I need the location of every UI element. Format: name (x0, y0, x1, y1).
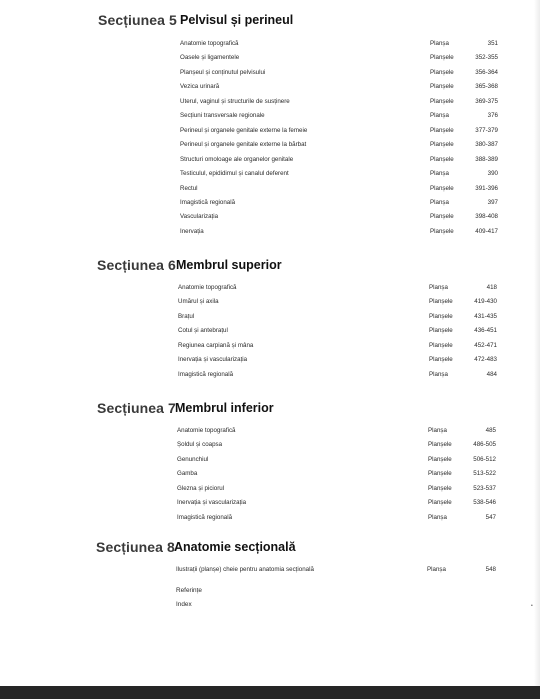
entry-label: Structuri omoloage ale organelor genitale (180, 155, 294, 163)
entry-page-numbers: 409-417 (475, 227, 498, 235)
toc-entry (0, 484, 540, 496)
entry-page-numbers: 365-368 (475, 83, 498, 91)
entry-page-numbers: 351 (487, 40, 498, 47)
entry-plate-type: Planșele (430, 184, 454, 192)
toc-entry (0, 312, 540, 324)
entry-page-numbers: 431-435 (474, 312, 497, 320)
entry-page-numbers: 547 (485, 513, 496, 521)
entry-plate-type: Planșele (429, 327, 453, 335)
entry-plate-type: Planșele (428, 499, 452, 507)
entry-plate-type: Planșele (429, 341, 453, 349)
entry-label: Testiculul, epididimul și canalul deferent (180, 170, 289, 178)
entry-label: Imagistică regională (177, 513, 233, 521)
entry-label: Vascularizația (180, 213, 219, 221)
toc-entry (0, 426, 540, 438)
entry-label: Inervația și vascularizația (177, 499, 247, 507)
entry-plate-type: Planșele (430, 155, 454, 163)
entry-plate-type: Planșele (430, 83, 454, 91)
section-title: Membrul inferior (175, 401, 274, 415)
toc-entry (0, 97, 540, 109)
toc-entry (0, 370, 540, 382)
entry-plate-type: Planșele (428, 470, 452, 478)
toc-entry (0, 469, 540, 481)
entry-plate-type: Planșele (430, 54, 454, 62)
entry-plate-type: Planșele (430, 68, 454, 76)
index-entry: Index (176, 601, 192, 608)
entry-page-numbers: 548 (485, 566, 496, 573)
entry-label: Perineul și organele genitale externe la bărbat (180, 141, 307, 149)
entry-page-numbers: 506-512 (473, 455, 496, 463)
entry-page-numbers: 419-430 (474, 298, 497, 306)
stray-mark: • (531, 603, 533, 609)
entry-label: Regiunea carpiană și mâna (178, 341, 254, 349)
entry-plate-type: Planșa (430, 198, 449, 206)
toc-entry (0, 68, 540, 80)
toc-entry (0, 297, 540, 309)
entry-page-numbers: 436-451 (474, 327, 497, 335)
toc-entry (0, 283, 540, 295)
entry-page-numbers: 485 (485, 427, 496, 434)
entry-label: Genunchiul (177, 455, 209, 463)
toc-entry (0, 355, 540, 367)
entry-label: Glezna și piciorul (177, 484, 225, 492)
entry-plate-type: Planșele (430, 97, 454, 105)
entry-page-numbers: 418 (486, 284, 497, 291)
entry-plate-type: Planșa (429, 370, 448, 378)
entry-plate-type: Planșa (430, 112, 449, 120)
entry-label: Șoldul și coapsa (177, 441, 223, 449)
entry-label: Gamba (177, 470, 198, 478)
entry-label: Inervația (180, 227, 204, 235)
entry-page-numbers: 486-505 (473, 441, 496, 449)
section-number: Secțiunea 5 (98, 12, 177, 28)
entry-label: Imagistică regională (180, 198, 236, 206)
entry-page-numbers: 484 (486, 370, 497, 378)
entry-page-numbers: 380-387 (475, 141, 498, 149)
toc-entry (0, 212, 540, 224)
toc-entry (0, 513, 540, 525)
toc-entry (0, 440, 540, 452)
entry-label: Vezica urinară (180, 83, 220, 91)
toc-entry (0, 140, 540, 152)
entry-label: Planșeul și conținutul pelvisului (180, 68, 266, 76)
entry-plate-type: Planșa (428, 513, 447, 521)
entry-label: Brațul (178, 312, 195, 320)
toc-entry (0, 326, 540, 338)
section-header (0, 400, 540, 420)
entry-plate-type: Planșele (430, 227, 454, 235)
toc-entry (0, 126, 540, 138)
entry-label: Ilustrații (planșe) cheie pentru anatomia secțională (176, 566, 314, 573)
entry-page-numbers: 390 (487, 170, 498, 178)
toc-entry (0, 169, 540, 181)
entry-page-numbers: 377-379 (475, 126, 498, 134)
entry-plate-type: Planșele (429, 298, 453, 306)
toc-entry (0, 341, 540, 353)
entry-plate-type: Planșele (428, 455, 452, 463)
section-header (0, 12, 540, 32)
entry-label: Inervația și vascularizația (178, 356, 248, 364)
toc-entry (0, 455, 540, 467)
entry-plate-type: Planșa (428, 427, 447, 434)
entry-page-numbers: 391-396 (475, 184, 498, 192)
section-number: Secțiunea 6 (97, 257, 176, 273)
entry-plate-type: Planșele (430, 141, 454, 149)
entry-page-numbers: 452-471 (474, 341, 497, 349)
section-header (0, 257, 540, 277)
section-header (0, 539, 540, 559)
entry-page-numbers: 538-546 (473, 499, 496, 507)
toc-entry (0, 498, 540, 510)
section-number: Secțiunea 7 (97, 400, 176, 416)
entry-label: Anatomie topografică (178, 284, 237, 291)
entry-page-numbers: 376 (487, 112, 498, 120)
entry-plate-type: Planșa (430, 40, 449, 47)
entry-page-numbers: 513-522 (473, 470, 496, 478)
section-number: Secțiunea 8 (96, 539, 175, 555)
entry-plate-type: Planșa (429, 284, 448, 291)
entry-label: Imagistică regională (178, 370, 234, 378)
entry-label: Uterul, vaginul și structurile de susținere (180, 97, 290, 105)
entry-label: Secțiuni transversale regionale (180, 112, 265, 120)
entry-page-numbers: 352-355 (475, 54, 498, 62)
toc-entry (0, 155, 540, 167)
toc-entry (0, 39, 540, 51)
entry-plate-type: Planșele (428, 484, 452, 492)
section-title: Membrul superior (176, 258, 282, 272)
toc-entry (0, 198, 540, 210)
references-entry: Referințe (176, 587, 202, 594)
entry-page-numbers: 523-537 (473, 484, 496, 492)
toc-entry (0, 565, 540, 577)
toc-entry (0, 227, 540, 239)
toc-entry (0, 53, 540, 65)
entry-plate-type: Planșele (429, 356, 453, 364)
entry-plate-type: Planșele (430, 213, 454, 221)
entry-page-numbers: 397 (487, 198, 498, 206)
entry-label: Perineul și organele genitale externe la femeie (180, 126, 308, 134)
entry-plate-type: Planșele (429, 312, 453, 320)
entry-page-numbers: 398-408 (475, 213, 498, 221)
entry-label: Anatomie topografică (177, 427, 236, 434)
entry-plate-type: Planșele (430, 126, 454, 134)
entry-label: Rectul (180, 184, 198, 192)
section-title: Pelvisul și perineul (180, 13, 294, 27)
entry-plate-type: Planșele (428, 441, 452, 449)
toc-entry (0, 111, 540, 123)
entry-plate-type: Planșa (430, 170, 449, 178)
entry-page-numbers: 388-389 (475, 155, 498, 163)
bottom-dark-bar (0, 686, 540, 699)
entry-page-numbers: 472-483 (474, 356, 497, 364)
entry-page-numbers: 356-364 (475, 68, 498, 76)
section-title: Anatomie secțională (174, 540, 296, 554)
entry-label: Oasele și ligamentele (180, 54, 240, 62)
entry-label: Cotul și antebrațul (178, 327, 228, 335)
toc-entry (0, 82, 540, 94)
entry-label: Anatomie topografică (180, 40, 239, 47)
entry-plate-type: Planșa (427, 566, 446, 573)
toc-entry (0, 184, 540, 196)
entry-label: Umărul și axila (178, 298, 219, 306)
entry-page-numbers: 369-375 (475, 97, 498, 105)
